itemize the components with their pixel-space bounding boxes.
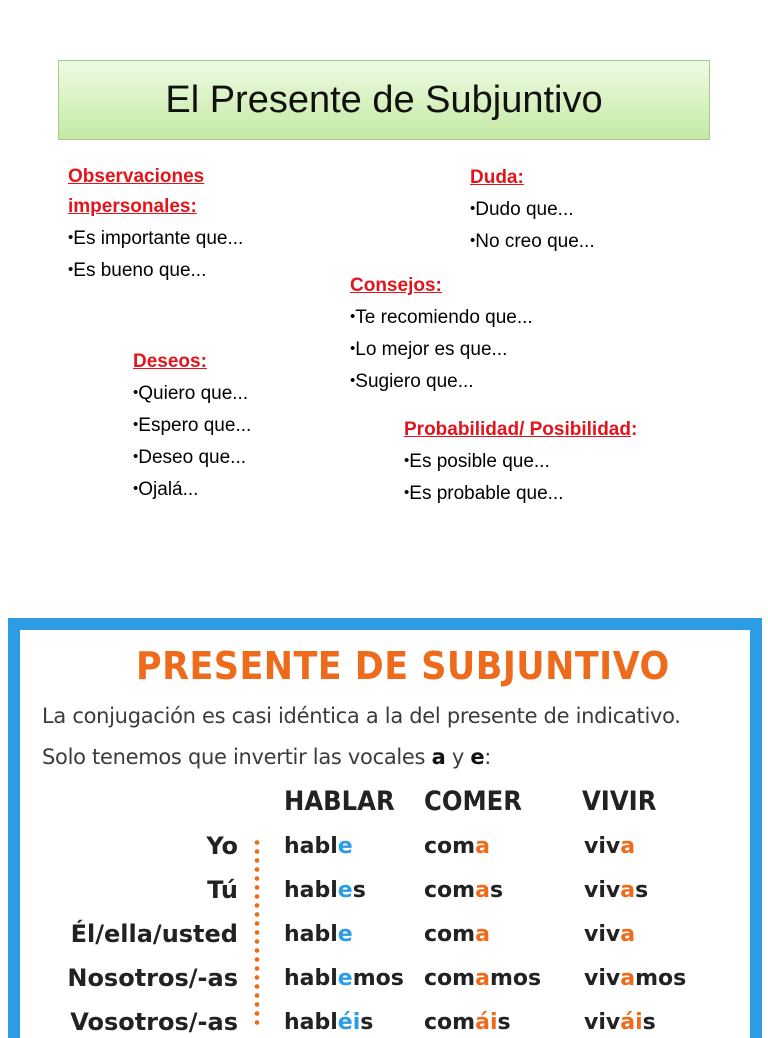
section-observaciones [68,162,243,286]
column-header-comer: COMER [424,786,522,817]
duda-item: • No creo que... [470,225,595,257]
slide-title: El Presente de Subjuntivo [58,60,710,140]
probabilidad-item: • Es posible que... [404,445,637,477]
consejos-item: • Te recomiendo que... [350,301,533,333]
verb-form-comer: comas [424,878,504,903]
section-consejos [350,270,533,397]
verb-form-comer: coma [424,834,490,859]
verb-form-hablar: hable [284,922,353,947]
observaciones-heading-line2: impersonales: [68,196,197,217]
column-header-vivir: VIVIR [582,786,657,817]
card-title: PRESENTE DE SUBJUNTIVO [136,644,670,688]
observaciones-item: • Es importante que... [68,222,243,254]
verb-form-vivir: vivas [584,878,649,903]
verb-form-hablar: hable [284,834,353,859]
deseos-item: • Espero que... [133,409,251,441]
pronoun-label: Yo [206,832,238,860]
verb-form-vivir: viva [584,834,636,859]
verb-form-vivir: viva [584,922,636,947]
deseos-item: • Ojalá... [133,473,251,505]
column-header-hablar: HABLAR [284,786,395,817]
probabilidad-heading-row [404,414,637,445]
pronoun-label: Nosotros/-as [67,964,238,992]
verb-form-comer: comáis [424,1010,511,1035]
verb-form-hablar: hables [284,878,366,903]
deseos-item: • Quiero que... [133,377,251,409]
pronoun-label: Tú [207,876,238,904]
consejos-heading: Consejos: [350,275,442,296]
verb-form-comer: coma [424,922,490,947]
section-probabilidad [404,414,637,509]
vowel-a: a [431,745,446,769]
duda-item: • Dudo que... [470,193,595,225]
pronoun-label: Vosotros/-as [70,1008,238,1036]
probabilidad-colon: : [630,419,638,440]
section-duda [470,162,595,257]
verb-form-comer: comamos [424,966,542,991]
line2-suffix: : [484,745,492,769]
verb-form-vivir: vivamos [584,966,687,991]
line2-y: y [445,745,471,769]
section-deseos [133,346,251,505]
verb-form-vivir: viváis [584,1010,656,1035]
card-description-line1: La conjugación es casi idéntica a la del presente de indicativo. [42,704,681,728]
duda-heading: Duda: [470,167,524,188]
probabilidad-item: • Es probable que... [404,477,637,509]
dotted-divider [254,838,260,1028]
line2-prefix: Solo tenemos que invertir las vocales [42,745,432,769]
verb-form-hablar: habléis [284,1010,374,1035]
observaciones-heading-line1: Observaciones [68,166,205,187]
deseos-heading: Deseos: [133,351,207,372]
consejos-item: • Lo mejor es que... [350,333,533,365]
consejos-item: • Sugiero que... [350,365,533,397]
verb-form-hablar: hablemos [284,966,404,991]
observaciones-item: • Es bueno que... [68,254,243,286]
deseos-item: • Deseo que... [133,441,251,473]
card-description-line2 [42,745,491,769]
probabilidad-heading: Probabilidad/ Posibilidad [404,419,631,440]
vowel-e: e [470,745,485,769]
pronoun-label: Él/ella/usted [70,920,238,948]
